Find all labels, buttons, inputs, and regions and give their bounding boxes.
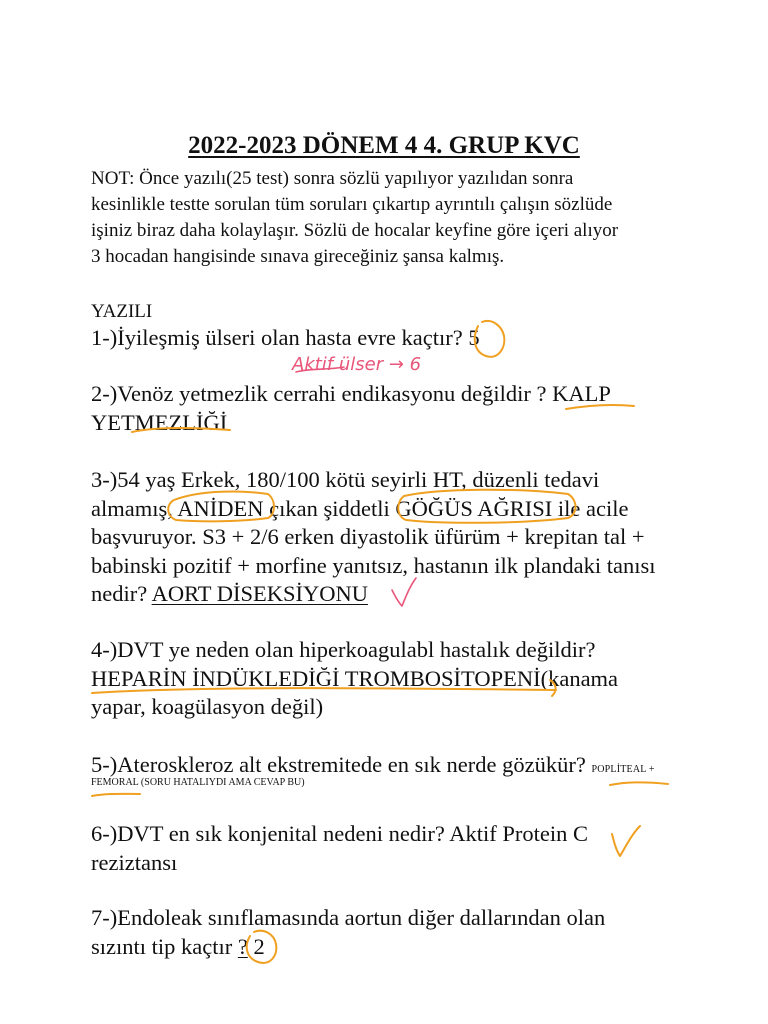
- question-fragment: nedir?: [91, 581, 152, 606]
- question-fragment: ile acile: [552, 495, 629, 521]
- highlighted-phrase: ANİDEN: [177, 495, 264, 521]
- question-fragment: almamış,: [91, 495, 178, 521]
- note-line: işiniz biraz daha kolaylaşır. Sözlü de hocalar keyfine göre içeri alıyor: [91, 220, 619, 241]
- question-4: [91, 636, 691, 722]
- answer-text: 5: [468, 325, 480, 350]
- question-line: 4-)DVT ye neden olan hiperkoagulabl hastalık değildir?: [91, 637, 596, 662]
- answer-text: 2: [247, 933, 265, 959]
- page-title: 2022-2023 DÖNEM 4 4. GRUP KVC: [188, 132, 580, 159]
- question-fragment: (kanama: [540, 665, 619, 691]
- question-line: 6-)DVT en sık konjenital nedeni nedir? Aktif Protein C: [91, 821, 588, 846]
- question-fragment: ?: [237, 933, 248, 959]
- note-line: NOT: Önce yazılı(25 test) sonra sözlü yapılıyor yazılıdan sonra: [91, 168, 574, 189]
- question-5-answer: [91, 776, 691, 790]
- answer-text: FEMORAL: [91, 777, 139, 788]
- answer-text: AORT DİSEKSİYONU: [151, 581, 368, 606]
- question-line: 7-)Endoleak sınıflamasında aortun diğer dallarından olan: [91, 905, 606, 930]
- answer-underline: [92, 794, 140, 796]
- question-fragment: çıkan şiddetli: [263, 495, 396, 521]
- question-line: 3-)54 yaş Erkek, 180/100 kötü seyirli HT, düzenli tedavi: [91, 467, 600, 492]
- question-2: [91, 380, 691, 437]
- question-text: 2-)Venöz yetmezlik cerrahi endikasyonu değildir ?: [91, 381, 547, 406]
- question-line: başvuruyor. S3 + 2/6 erken diyastolik üfürüm + krepitan tal +: [91, 524, 645, 549]
- answer-text: YETMEZLİĞİ: [91, 409, 228, 435]
- answer-text: POPLİTEAL +: [591, 764, 655, 775]
- note-line: 3 hocadan hangisinde sınava gireceğiniz şansa kalmış.: [91, 246, 505, 267]
- note-paragraph: [91, 166, 691, 270]
- question-6: [91, 820, 691, 877]
- question-3: [91, 466, 691, 609]
- question-text: 1-)İyileşmiş ülseri olan hasta evre kaçtır?: [91, 325, 463, 350]
- question-text: 5-)Ateroskleroz alt ekstremitede en sık nerde gözükür?: [91, 752, 586, 777]
- question-fragment: sızıntı tip kaçtır: [91, 933, 238, 959]
- question-line: reziztansı: [91, 849, 178, 875]
- section-heading: YAZILI: [91, 301, 153, 322]
- question-7: [91, 904, 691, 961]
- question-line: yapar, koagülasyon değil): [91, 694, 324, 719]
- note-line: kesinlikle testte sorulan tüm soruları çıkartıp ayrıntılı çalışın sözlüde: [91, 194, 613, 215]
- question-line: babinski pozitif + morfine yanıtsız, hastanın ilk plandaki tanısı: [91, 552, 656, 578]
- question-1: [91, 324, 691, 353]
- handwritten-note: Aktif ülser → 6: [292, 354, 422, 375]
- highlighted-phrase: GÖĞÜS AĞRISI: [395, 495, 553, 521]
- answer-note: (SORU HATALIYDI AMA CEVAP BU): [138, 777, 305, 788]
- answer-text: KALP: [552, 381, 611, 406]
- answer-text: HEPARİN İNDÜKLEDİĞİ TROMBOSİTOPENİ: [91, 665, 541, 691]
- handwritten-underline: [296, 367, 344, 372]
